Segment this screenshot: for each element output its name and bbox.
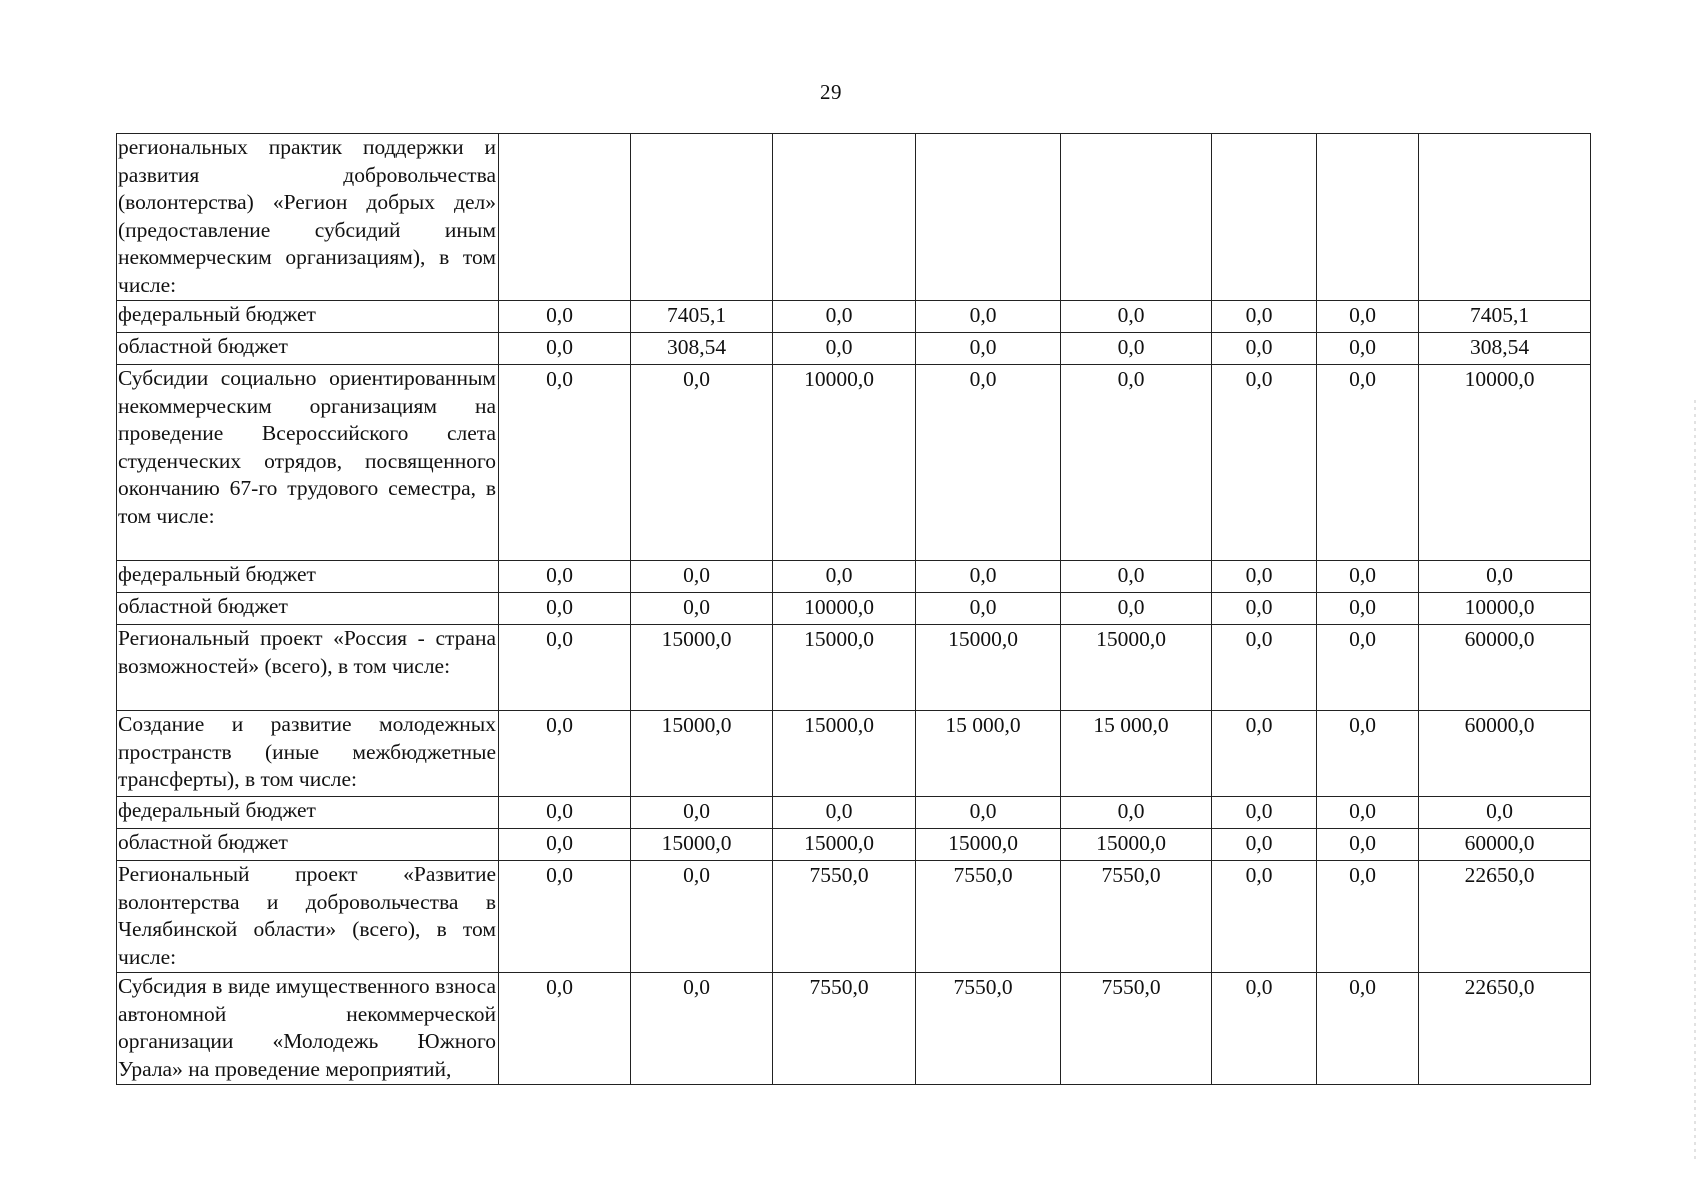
value-cell: 0,0	[1317, 301, 1419, 333]
row-label: Субсидия в виде имущественного взноса автономной некоммерческой организации «Молодежь Южного Урала» на проведение мероприятий,	[117, 973, 499, 1085]
table-row	[117, 365, 1591, 561]
value-cell: 0,0	[499, 593, 631, 625]
table-row	[117, 973, 1591, 1085]
value-cell: 0,0	[773, 333, 916, 365]
value-cell: 0,0	[916, 593, 1061, 625]
value-cell: 0,0	[1212, 711, 1317, 797]
value-cell: 0,0	[499, 301, 631, 333]
value-cell: 0,0	[499, 333, 631, 365]
value-cell: 15000,0	[916, 829, 1061, 861]
value-cell: 0,0	[773, 301, 916, 333]
row-label: региональных практик поддержки и развития добровольчества (волонтерства) «Регион добрых дел» (предоставление субсидий иным некоммерческим организациям), в том числе:	[117, 134, 499, 301]
budget-table	[116, 133, 1591, 1085]
value-cell: 15000,0	[773, 829, 916, 861]
value-cell: 0,0	[1317, 561, 1419, 593]
value-cell: 0,0	[1212, 593, 1317, 625]
value-cell: 7405,1	[631, 301, 773, 333]
value-cell	[1419, 134, 1591, 301]
table-row	[117, 829, 1591, 861]
table-row	[117, 625, 1591, 711]
value-cell: 10000,0	[773, 593, 916, 625]
value-cell: 0,0	[499, 711, 631, 797]
value-cell: 0,0	[1317, 711, 1419, 797]
value-cell: 0,0	[499, 625, 631, 711]
value-cell: 0,0	[1061, 593, 1212, 625]
row-label: федеральный бюджет	[117, 561, 499, 593]
value-cell: 0,0	[1061, 561, 1212, 593]
value-cell: 0,0	[1212, 829, 1317, 861]
value-cell: 0,0	[499, 973, 631, 1085]
value-cell: 60000,0	[1419, 625, 1591, 711]
table-row	[117, 797, 1591, 829]
value-cell: 0,0	[1419, 561, 1591, 593]
value-cell: 0,0	[1317, 861, 1419, 973]
value-cell: 0,0	[1317, 829, 1419, 861]
value-cell: 0,0	[499, 861, 631, 973]
value-cell: 7550,0	[1061, 973, 1212, 1085]
value-cell: 0,0	[1061, 365, 1212, 561]
row-label: областной бюджет	[117, 829, 499, 861]
value-cell: 0,0	[1061, 797, 1212, 829]
table-row	[117, 561, 1591, 593]
value-cell: 0,0	[773, 797, 916, 829]
value-cell: 15000,0	[631, 829, 773, 861]
value-cell	[1212, 134, 1317, 301]
value-cell: 0,0	[1061, 333, 1212, 365]
value-cell: 0,0	[773, 561, 916, 593]
row-label: областной бюджет	[117, 333, 499, 365]
value-cell: 7550,0	[773, 861, 916, 973]
row-label: Создание и развитие молодежных пространств (иные межбюджетные трансферты), в том числе:	[117, 711, 499, 797]
value-cell: 0,0	[1212, 301, 1317, 333]
value-cell	[773, 134, 916, 301]
value-cell: 22650,0	[1419, 973, 1591, 1085]
value-cell: 10000,0	[1419, 593, 1591, 625]
value-cell: 0,0	[631, 797, 773, 829]
value-cell: 0,0	[499, 561, 631, 593]
row-label: федеральный бюджет	[117, 797, 499, 829]
value-cell: 0,0	[631, 861, 773, 973]
value-cell	[631, 134, 773, 301]
row-label: Региональный проект «Развитие волонтерства и добровольчества в Челябинской области» (всего), в том числе:	[117, 861, 499, 973]
value-cell: 0,0	[1317, 365, 1419, 561]
value-cell: 22650,0	[1419, 861, 1591, 973]
value-cell: 10000,0	[773, 365, 916, 561]
value-cell: 0,0	[499, 797, 631, 829]
value-cell	[499, 134, 631, 301]
value-cell: 0,0	[1317, 973, 1419, 1085]
value-cell: 15 000,0	[916, 711, 1061, 797]
value-cell: 60000,0	[1419, 829, 1591, 861]
value-cell: 7550,0	[1061, 861, 1212, 973]
table-row	[117, 301, 1591, 333]
table-row	[117, 711, 1591, 797]
value-cell: 0,0	[631, 365, 773, 561]
value-cell: 0,0	[499, 365, 631, 561]
table-row	[117, 861, 1591, 973]
value-cell: 0,0	[631, 561, 773, 593]
row-label: федеральный бюджет	[117, 301, 499, 333]
value-cell: 308,54	[1419, 333, 1591, 365]
value-cell	[916, 134, 1061, 301]
value-cell: 0,0	[916, 365, 1061, 561]
value-cell: 15000,0	[773, 625, 916, 711]
table-row	[117, 593, 1591, 625]
row-label: Субсидии социально ориентированным некоммерческим организациям на проведение Всероссийского слета студенческих отрядов, посвященного окончанию 67-го трудового семестра, в том числе:	[117, 365, 499, 561]
value-cell: 15000,0	[773, 711, 916, 797]
value-cell: 0,0	[1419, 797, 1591, 829]
value-cell: 15000,0	[1061, 829, 1212, 861]
value-cell: 0,0	[1317, 333, 1419, 365]
value-cell: 7550,0	[916, 861, 1061, 973]
value-cell: 0,0	[916, 797, 1061, 829]
value-cell: 0,0	[1212, 365, 1317, 561]
value-cell: 0,0	[1317, 625, 1419, 711]
value-cell: 0,0	[631, 593, 773, 625]
row-label: Региональный проект «Россия - страна возможностей» (всего), в том числе:	[117, 625, 499, 711]
value-cell: 0,0	[916, 561, 1061, 593]
value-cell: 0,0	[1212, 625, 1317, 711]
value-cell: 0,0	[1212, 797, 1317, 829]
value-cell	[1061, 134, 1212, 301]
value-cell: 15 000,0	[1061, 711, 1212, 797]
value-cell: 308,54	[631, 333, 773, 365]
value-cell: 0,0	[1212, 333, 1317, 365]
value-cell: 0,0	[1061, 301, 1212, 333]
value-cell: 15000,0	[631, 625, 773, 711]
value-cell: 0,0	[1317, 797, 1419, 829]
value-cell: 7405,1	[1419, 301, 1591, 333]
value-cell: 15000,0	[631, 711, 773, 797]
row-label: областной бюджет	[117, 593, 499, 625]
page-number: 29	[820, 80, 842, 104]
value-cell: 60000,0	[1419, 711, 1591, 797]
value-cell: 0,0	[499, 829, 631, 861]
value-cell: 0,0	[1212, 561, 1317, 593]
table-row	[117, 134, 1591, 301]
value-cell: 0,0	[1317, 593, 1419, 625]
value-cell: 15000,0	[916, 625, 1061, 711]
scan-edge-artifact	[1694, 400, 1696, 1160]
value-cell: 7550,0	[916, 973, 1061, 1085]
value-cell: 7550,0	[773, 973, 916, 1085]
value-cell: 0,0	[1212, 861, 1317, 973]
value-cell: 0,0	[916, 333, 1061, 365]
value-cell: 15000,0	[1061, 625, 1212, 711]
value-cell	[1317, 134, 1419, 301]
table-body	[117, 134, 1591, 1085]
value-cell: 0,0	[916, 301, 1061, 333]
value-cell: 0,0	[631, 973, 773, 1085]
value-cell: 0,0	[1212, 973, 1317, 1085]
value-cell: 10000,0	[1419, 365, 1591, 561]
table-row	[117, 333, 1591, 365]
